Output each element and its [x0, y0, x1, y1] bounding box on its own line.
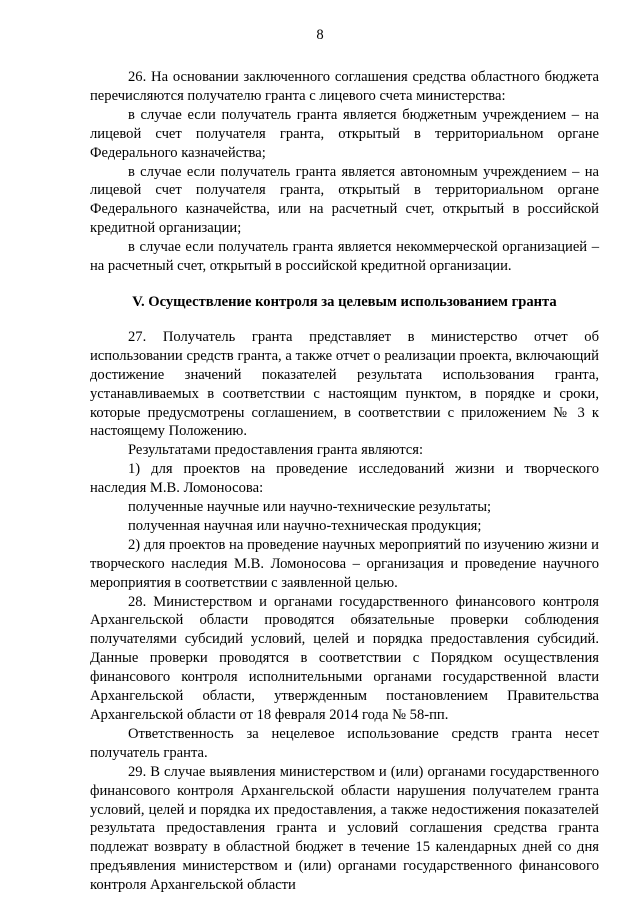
document-body: [90, 68, 599, 895]
page-number: 8: [316, 27, 324, 43]
paragraph-26: 26. На основании заключенного соглашения средства областного бюджета перечисляются получателю гранта с лицевого счета министерства:: [90, 69, 599, 104]
paragraph-28: 28. Министерством и органами государственного финансового контроля Архангельской области проводятся обязательные проверки соблюдения получателями субсидий условий, целей и порядка предоставления субсидий. Данные проверки проводятся в соответствии с Порядком осуществления финансового контроля исполнительными органами государственной власти Архангельской области, утвержденным постановлением Правительства Архангельской области от 18 февраля 2014 года № 58-пп.: [90, 593, 599, 723]
paragraph-results-item-2: 2) для проектов на проведение научных мероприятий по изучению жизни и творческого наследия М.В. Ломоносова – организация и проведение научного мероприятия в соответствии с заявленной целью.: [90, 536, 599, 591]
paragraph-results-intro: Результатами предоставления гранта являются:: [128, 442, 424, 459]
paragraph-results-item-1: 1) для проектов на проведение исследований жизни и творческого наследия М.В. Ломоносова:: [90, 461, 599, 497]
paragraph-nonprofit-organization: в случае если получатель гранта является некоммерческой организацией – на расчетный счет, открытый в российской кредитной организации.: [90, 239, 599, 275]
paragraph-27: 27. Получатель гранта представляет в министерство отчет об использовании средств гранта, а также отчет о реализации проекта, включающий достижение значений показателей результата использования гранта, устанавливаемых в соответствии с настоящим пунктом, в порядке и сроки, которые предусмотрены соглашением, в соответствии с приложением № 3 к настоящему Положению.: [90, 328, 599, 440]
section-heading: V. Осуществление контроля за целевым использованием гранта: [132, 293, 557, 310]
paragraph-responsibility: Ответственность за нецелевое использование средств гранта несет получатель гранта.: [90, 725, 599, 761]
paragraph-results-products: полученная научная или научно-техническая продукция;: [128, 517, 482, 534]
paragraph-results-scientific: полученные научные или научно-технические результаты;: [128, 499, 492, 516]
paragraph-29: 29. В случае выявления министерством и (или) органами государственного финансового контроля Архангельской области нарушения получателем гранта условий, целей и порядка их предоставления, а также недостижения показателей результата предоставления гранта и условий соглашения средства гранта подлежат возврату в областной бюджет в течение 15 календарных дней со дня предъявления министерством и (или) органами государственного финансового контроля Архангельской области: [90, 763, 599, 894]
paragraph-autonomous-institution: в случае если получатель гранта является автономным учреждением – на лицевой счет получателя гранта, открытый в территориальном органе Федерального казначейства, или на расчетный счет, открытый в российской кредитной организации;: [90, 163, 599, 237]
paragraph-budget-institution: в случае если получатель гранта является бюджетным учреждением – на лицевой счет получателя гранта, открытый в территориальном органе Федерального казначейства;: [90, 106, 599, 161]
